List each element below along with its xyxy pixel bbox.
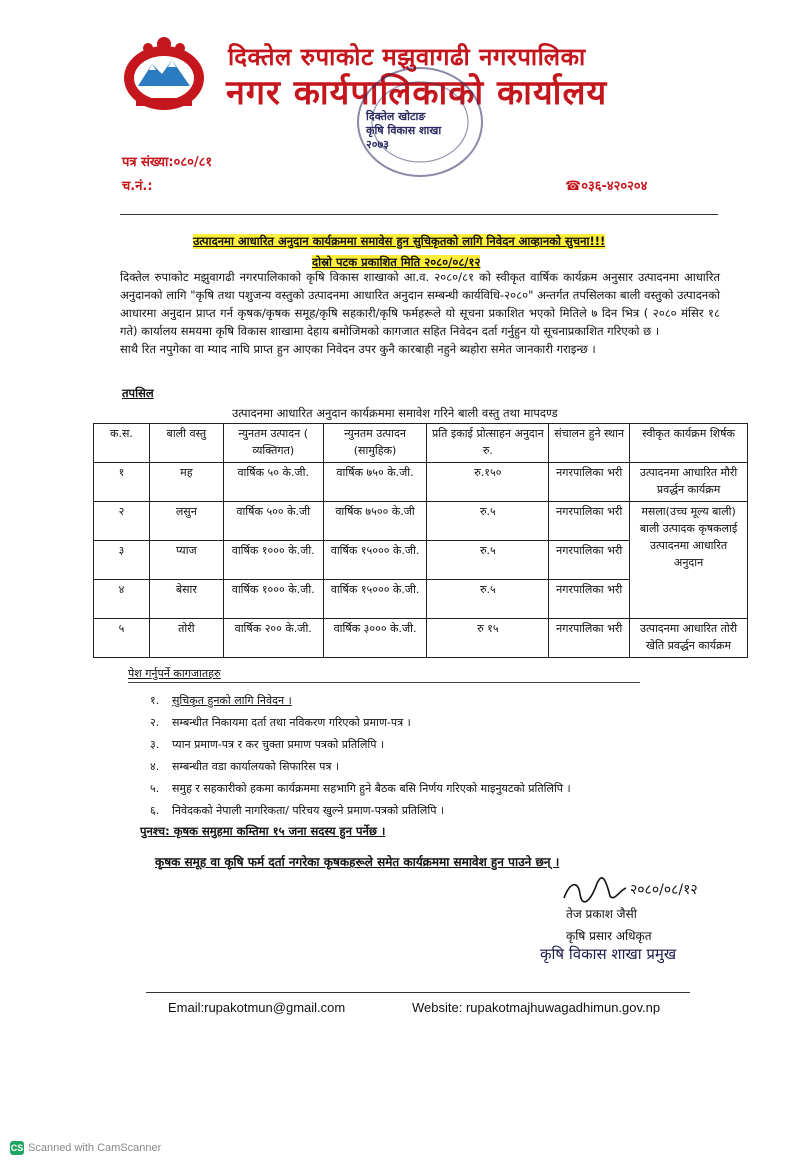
list-text: सम्बन्धीत निकायमा दर्ता तथा नविकरण गरिएको प्रमाण-पत्र । bbox=[172, 716, 411, 729]
list-item bbox=[150, 756, 710, 778]
stamp-line: २०७३ bbox=[366, 138, 389, 151]
table-cell: ३ bbox=[94, 541, 150, 580]
municipality-name: दिक्तेल रुपाकोट मझुवागढी नगरपालिका bbox=[228, 43, 586, 71]
program-title-cell: मसला(उच्च मूल्य बाली) बाली उत्पादक कृषकलाई उत्पादनमा आधारित अनुदान bbox=[630, 502, 748, 619]
notice-paragraph: दिक्तेल रुपाकोट मझुवागढी नगरपालिकाको कृषि विकास शाखाको आ.व. २०८०/८१ को स्वीकृत वार्षिक कार्यक्रम अनुसार उत्पादनमा आधारित अनुदानको लागि "कृषि तथा पशुजन्य वस्तुको उत्पादनमा आधारित अनुदान सम्बन्धी कार्यविधि-२०८०" अन्तर्गत तपसिलका बाली वस्तुको उत्पादनको आधारमा अनुदान प्राप्त गर्न कृषक/कृषक समूह/कृषि सहकारी/कृषि फर्महरूले यो सूचना प्रकाशित भएको मितिले ७ दिन भित्र ( २०८० मंसिर १८ गते) कार्यालय समयमा कृषि विकास शाखामा देहाय बमोजिमको कागजात सहित निवेदन दर्ता गर्नुहुन यो सूचनाप्रकाशित गरिएको छ । bbox=[120, 270, 720, 338]
notice-paragraph: साथै रित नपुगेका वा म्याद नाघि प्राप्त हुन आएका निवेदन उपर कुनै कारबाही नहुने ब्यहोरा समेत जानकारी गराइन्छ । bbox=[120, 342, 596, 356]
header-cell: प्रति इकाई प्रोत्साहन अनुदान रु. bbox=[427, 424, 549, 463]
program-title-cell: उत्पादनमा आधारित मौरी प्रवर्द्धन कार्यक्रम bbox=[630, 463, 748, 502]
table-cell: रु.५ bbox=[427, 502, 549, 541]
table-cell: रु.५ bbox=[427, 541, 549, 580]
list-text: सुचिकृत हुनको लागि निवेदन । bbox=[172, 694, 292, 707]
nepal-emblem-logo bbox=[118, 34, 210, 112]
postscript-note: पुनश्च: कृषक समुहमा कम्तिमा १५ जना सदस्य हुन पर्नेछ । bbox=[140, 824, 386, 838]
table-cell: नगरपालिका भरी bbox=[549, 463, 630, 502]
table-cell: रु १५ bbox=[427, 619, 549, 658]
camscanner-logo-icon: CS bbox=[10, 1143, 24, 1153]
table-cell: १ bbox=[94, 463, 150, 502]
table-cell: नगरपालिका भरी bbox=[549, 619, 630, 658]
table-cell: वार्षिक ५०० के.जी bbox=[223, 502, 323, 541]
crop-criteria-table bbox=[93, 423, 748, 658]
table-cell: ५ bbox=[94, 619, 150, 658]
list-item bbox=[150, 778, 710, 800]
header-divider bbox=[120, 214, 718, 215]
table-cell: वार्षिक ५० के.जी. bbox=[223, 463, 323, 502]
footer-divider bbox=[146, 992, 690, 993]
eligibility-note: कृषक समूह वा कृषि फर्म दर्ता नगरेका कृषकहरूले समेत कार्यक्रममा समावेश हुन पाउने छन् । bbox=[155, 855, 560, 869]
list-text: निवेदकको नेपाली नागरिकता/ परिचय खुल्ने प्रमाण-पत्रको प्रतिलिपि । bbox=[172, 804, 445, 817]
table-row bbox=[94, 502, 748, 541]
documents-heading: पेश गर्नुपर्ने कागजातहरु bbox=[128, 667, 221, 680]
list-text: सम्बन्धीत वडा कार्यालयको सिफारिस पत्र । bbox=[172, 760, 340, 773]
program-title-cell: उत्पादनमा आधारित तोरी खेति प्रवर्द्धन कार्यक्रम bbox=[630, 619, 748, 658]
notice-title: उत्पादनमा आधारित अनुदान कार्यक्रममा समावेस हुन सुचिकृतको लागि निवेदन आव्हानको सुचना!!! bbox=[193, 234, 606, 248]
table-cell: प्याज bbox=[149, 541, 223, 580]
header-cell: बाली वस्तु bbox=[149, 424, 223, 463]
documents-divider bbox=[128, 682, 640, 683]
table-cell: लसुन bbox=[149, 502, 223, 541]
table-row bbox=[94, 463, 748, 502]
dispatch-number: च.नं.: bbox=[122, 179, 153, 194]
header-cell: स्वीकृत कार्यक्रम शिर्षक bbox=[630, 424, 748, 463]
table-cell: वार्षिक ७५०० के.जी bbox=[323, 502, 427, 541]
signature-date: २०८०/०८/१२ bbox=[630, 882, 698, 898]
table-cell: बेसार bbox=[149, 580, 223, 619]
notice-subtitle: दोस्रो पटक प्रकाशित मिति २०८०/०८/१२ bbox=[312, 255, 481, 269]
scanner-watermark: Scanned with CamScanner bbox=[28, 1142, 162, 1154]
table-cell: नगरपालिका भरी bbox=[549, 502, 630, 541]
stamp-line: दिक्तेल खोटाङ bbox=[366, 110, 426, 123]
table-cell: मह bbox=[149, 463, 223, 502]
stamp-line: कृषि विकास शाखा bbox=[366, 124, 442, 137]
signatory-stamp: कृषि विकास शाखा प्रमुख bbox=[540, 945, 677, 963]
table-cell: वार्षिक १००० के.जी. bbox=[223, 580, 323, 619]
header-cell: न्युनतम उत्पादन ( व्यक्तिगत) bbox=[223, 424, 323, 463]
list-number: ६. bbox=[150, 804, 160, 817]
table-row bbox=[94, 619, 748, 658]
list-item bbox=[150, 734, 710, 756]
table-cell: रु.५ bbox=[427, 580, 549, 619]
table-cell: तोरी bbox=[149, 619, 223, 658]
footer-website: Website: rupakotmajhuwagadhimun.gov.np bbox=[412, 1000, 661, 1015]
stamp-text bbox=[366, 110, 476, 152]
header-cell: संचालन हुने स्थान bbox=[549, 424, 630, 463]
table-cell: वार्षिक १५००० के.जी. bbox=[323, 541, 427, 580]
notice-body bbox=[120, 268, 720, 358]
list-item bbox=[150, 800, 710, 822]
table-cell: रु.१५० bbox=[427, 463, 549, 502]
list-text: प्यान प्रमाण-पत्र र कर चुक्ता प्रमाण पत्रको प्रतिलिपि । bbox=[172, 738, 385, 751]
signatory-name: तेज प्रकाश जैसी bbox=[566, 907, 637, 921]
letter-number: पत्र संख्या:०८०/८१ bbox=[122, 155, 213, 170]
list-item bbox=[150, 690, 710, 712]
table-cell: वार्षिक २०० के.जी. bbox=[223, 619, 323, 658]
table-cell: ४ bbox=[94, 580, 150, 619]
table-caption: उत्पादनमा आधारित अनुदान कार्यक्रममा समावेश गरिने बाली वस्तु तथा मापदण्ड bbox=[232, 406, 558, 420]
table-cell: वार्षिक ३००० के.जी. bbox=[323, 619, 427, 658]
office-name: नगर कार्यपालिकाको कार्यालय bbox=[226, 73, 608, 113]
list-item bbox=[150, 712, 710, 734]
handwritten-signature bbox=[560, 872, 700, 908]
schedule-heading: तपसिल bbox=[122, 386, 154, 400]
documents-list bbox=[150, 690, 710, 822]
table-cell: नगरपालिका भरी bbox=[549, 541, 630, 580]
table-cell: वार्षिक १५००० के.जी. bbox=[323, 580, 427, 619]
table-cell: वार्षिक १००० के.जी. bbox=[223, 541, 323, 580]
table-cell: वार्षिक ७५० के.जी. bbox=[323, 463, 427, 502]
list-number: ४. bbox=[150, 760, 160, 773]
table-cell: २ bbox=[94, 502, 150, 541]
header-cell: न्युनतम उत्पादन (सामुहिक) bbox=[323, 424, 427, 463]
list-text: समुह र सहकारीको हकमा कार्यक्रममा सहभागि हुने बैठक बसि निर्णय गरिएको माइनुयटको प्रतिलिपि । bbox=[172, 782, 571, 795]
footer-email: Email:rupakotmun@gmail.com bbox=[168, 1000, 346, 1015]
list-number: २. bbox=[150, 716, 160, 729]
table-cell: नगरपालिका भरी bbox=[549, 580, 630, 619]
list-number: ५. bbox=[150, 782, 160, 795]
header-cell: क.स. bbox=[94, 424, 150, 463]
list-number: ३. bbox=[150, 738, 160, 751]
signatory-title: कृषि प्रसार अधिकृत bbox=[566, 929, 652, 943]
list-number: १. bbox=[150, 694, 160, 707]
phone-number: ☎०३६-४२०२०४ bbox=[565, 179, 648, 194]
table-header-row bbox=[94, 424, 748, 463]
